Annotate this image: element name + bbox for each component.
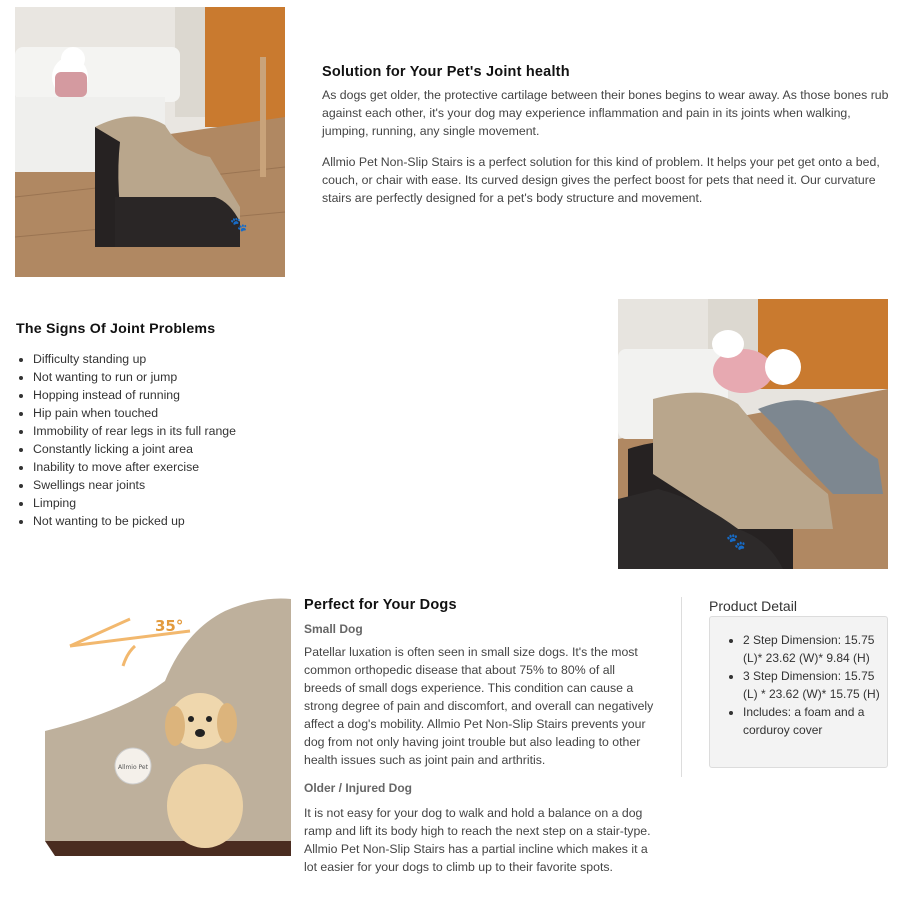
solution-paragraph-1: As dogs get older, the protective cartilage between their bones begins to wear away. As those bones rub against each other, it's your dog may experience inflammation and pain in its joints when walking, jumping, running, any single movement. — [322, 88, 889, 138]
photo-puppy-stairs-angle — [15, 591, 291, 867]
product-detail-list — [710, 631, 887, 739]
list-item: • 2 Step Dimension: 15.75 (L)* 23.62 (W)* 9.84 (H) — [743, 631, 887, 667]
list-item: • Swellings near joints — [33, 476, 416, 494]
list-item: • Difficulty standing up — [33, 350, 416, 368]
list-item: • Not wanting to run or jump — [33, 368, 416, 386]
small-dog-subheading: Small Dog — [304, 622, 363, 636]
photo-puppy-stairs-angle-svg — [15, 591, 291, 867]
list-item: • Constantly licking a joint area — [33, 440, 416, 458]
brand-logo-text: Allmio Pet — [118, 764, 148, 771]
photo-dog-on-stairs-couch-svg — [15, 7, 285, 277]
column-divider — [681, 597, 682, 777]
older-dog-subheading: Older / Injured Dog — [304, 781, 413, 795]
list-item: • Not wanting to be picked up — [33, 512, 416, 530]
angle-label: 35° — [155, 617, 184, 635]
product-detail-title: Product Detail — [709, 598, 797, 614]
photo-dog-on-stairs-couch — [15, 7, 285, 277]
list-item: • Inability to move after exercise — [33, 458, 416, 476]
product-detail-box — [709, 616, 888, 768]
signs-heading: The Signs Of Joint Problems — [16, 321, 216, 337]
signs-list — [16, 350, 416, 530]
perfect-dogs-heading: Perfect for Your Dogs — [304, 597, 457, 613]
svg-text:🐾: 🐾 — [726, 532, 746, 551]
signs-section — [16, 321, 416, 530]
perfect-dogs-section — [304, 597, 656, 876]
list-item: • 3 Step Dimension: 15.75 (L) * 23.62 (W)* 15.75 (H) — [743, 667, 887, 703]
older-dog-paragraph: It is not easy for your dog to walk and hold a balance on a dog ramp and lift its body high to reach the next step on a stair-type. Allmio Pet Non-Slip Stairs has a partial incline which makes it a lot easier for your dogs to climb up to their favorite spots. — [304, 806, 651, 874]
list-item: • Includes: a foam and a corduroy cover — [743, 703, 887, 739]
photo-dog-on-three-stairs — [618, 299, 888, 569]
photo-dog-on-three-stairs-svg — [618, 299, 888, 569]
solution-paragraph-2: Allmio Pet Non-Slip Stairs is a perfect solution for this kind of problem. It helps your pet get onto a bed, couch, or chair with ease. Its curved design gives the perfect boost for pets that need it. Our curvature stairs are perfectly designed for a pet's body structure and movement. — [322, 155, 880, 205]
solution-section — [322, 64, 892, 207]
svg-text:🐾: 🐾 — [230, 217, 248, 233]
list-item: • Limping — [33, 494, 416, 512]
small-dog-paragraph: Patellar luxation is often seen in small size dogs. It's the most common orthopedic disease that about 75% to 80% of all breeds of small dogs experience. This condition can cause a strong degree of pain and discomfort, and overall can negatively affect a dog's mobility. Allmio Pet Non-Slip Stairs prevents your dog from not only having joint trouble but also leading to other health issues such as joint pain and arthritis. — [304, 645, 654, 767]
list-item: • Hopping instead of running — [33, 386, 416, 404]
solution-heading: Solution for Your Pet's Joint health — [322, 64, 570, 80]
list-item: • Hip pain when touched — [33, 404, 416, 422]
list-item: • Immobility of rear legs in its full range — [33, 422, 416, 440]
